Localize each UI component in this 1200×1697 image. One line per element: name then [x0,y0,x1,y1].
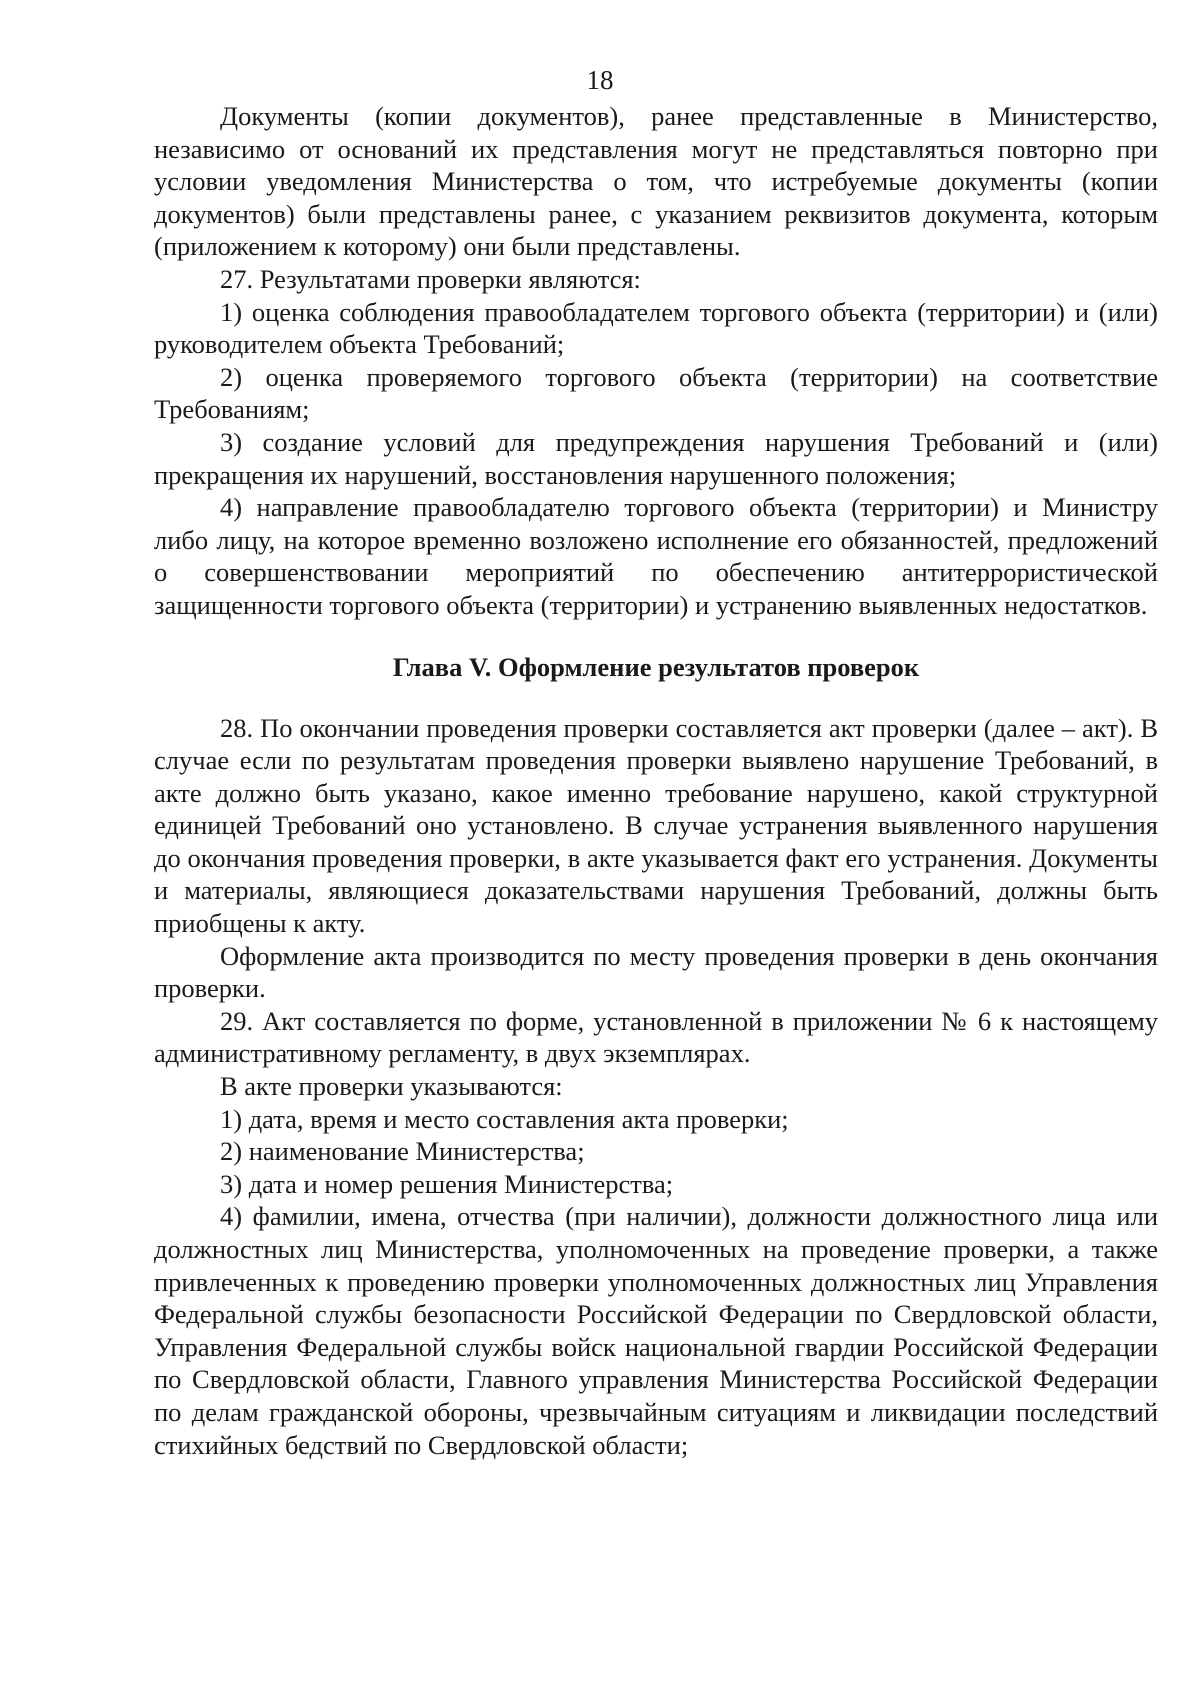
document-body [154,100,1158,1461]
page-number: 18 [586,65,614,95]
paragraph: Оформление акта производится по месту проведения проверки в день окончания проверки. [154,940,1158,1004]
paragraph-item-27: 27. Результатами проверки являются: [220,263,641,294]
list-item: 2) наименование Министерства; [220,1136,585,1167]
list-item: 3) дата и номер решения Министерства; [220,1168,674,1199]
list-item: 4) фамилии, имена, отчества (при наличии), должности должностного лица или должностных лиц Министерства, уполномоченных на проведение проверки, а также привлеченных к проведению проверки уполномоченных должностных лиц Управления Федеральной службы безопасности Российской Федерации по Свердловской области, Управления Федеральной службы войск национальной гвардии Российской Федерации по Свердловской области, Главного управления Министерства Российской Федерации по делам гражданской обороны, чрезвычайным ситуациям и ликвидации последствий стихийных бедствий по Свердловской области; [154,1201,1158,1460]
chapter-heading: Глава V. Оформление результатов проверок [392,651,920,682]
paragraph: В акте проверки указываются: [220,1071,563,1102]
list-item: 1) дата, время и место составления акта проверки; [220,1103,789,1134]
list-item: 1) оценка соблюдения правообладателем торгового объекта (территории) и (или) руководителем объекта Требований; [154,296,1158,360]
paragraph-documents-previously-submitted: Документы (копии документов), ранее представленные в Министерство, независимо от оснований их представления могут не представляться повторно при условии уведомления Министерства о том, что истребуемые документы (копии документов) были представлены ранее, с указанием реквизитов документа, которым (приложением к которому) они были представлены. [154,101,1158,262]
list-item: 4) направление правообладателю торгового объекта (территории) и Министру либо лицу, на которое временно возложено исполнение его обязанностей, предложений о совершенствовании мероприятий по обеспечению антитеррористической защищенности торгового объекта (территории) и устранению выявленных недостатков. [154,492,1158,620]
list-item: 2) оценка проверяемого торгового объекта (территории) на соответствие Требованиям; [154,361,1158,425]
paragraph-item-28: 28. По окончании проведения проверки составляется акт проверки (далее – акт). В случае если по результатам проведения проверки выявлено нарушение Требований, в акте должно быть указано, какое именно требование нарушено, какой структурной единицей Требований оно установлено. В случае устранения выявленного нарушения до окончания проведения проверки, в акте указывается факт его устранения. Документы и материалы, являющиеся доказательствами нарушения Требований, должны быть приобщены к акту. [154,712,1158,939]
list-item: 3) создание условий для предупреждения нарушения Требований и (или) прекращения их нарушений, восстановления нарушенного положения; [154,426,1158,490]
paragraph-item-29: 29. Акт составляется по форме, установленной в приложении № 6 к настоящему административному регламенту, в двух экземплярах. [154,1005,1158,1069]
